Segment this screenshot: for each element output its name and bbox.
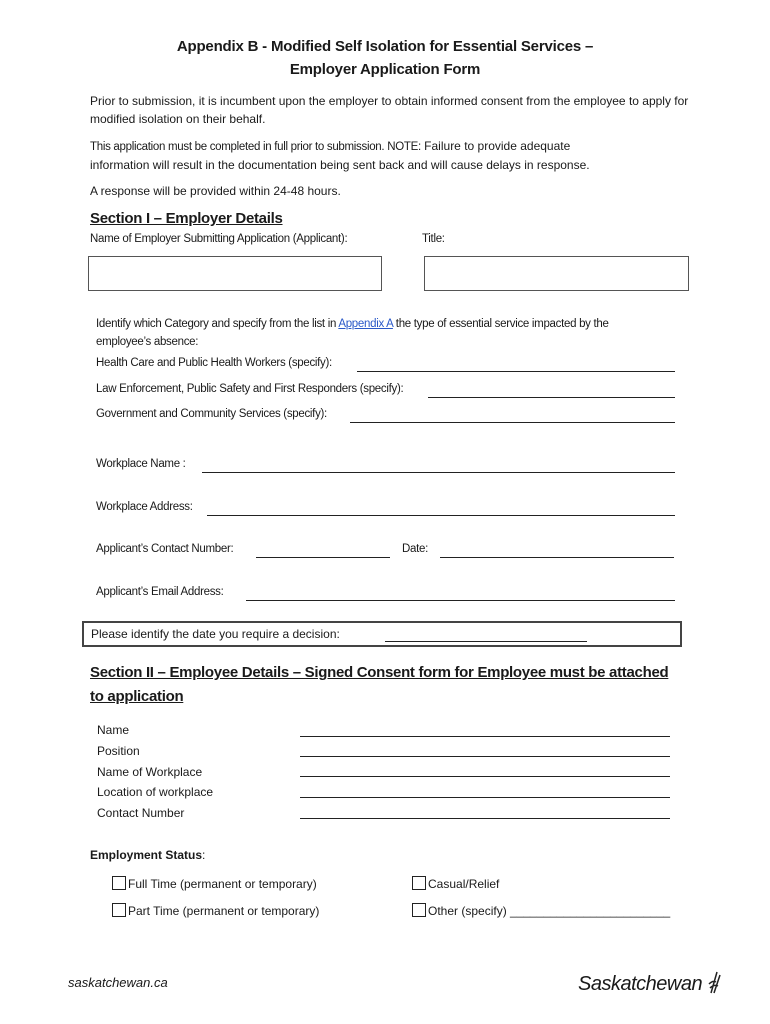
option-part-time[interactable] (112, 903, 319, 918)
intro-note-text (90, 137, 710, 175)
employer-name-field[interactable] (88, 256, 382, 291)
intro-consent-text: Prior to submission, it is incumbent upon the employer to obtain informed consent from the employee to apply for modified isolation on their behalf. (90, 94, 689, 126)
option-casual[interactable] (412, 876, 499, 891)
employee-contact-number-label: Contact Number (97, 806, 185, 821)
full-time-label: Full Time (permanent or temporary) (128, 877, 317, 891)
employee-name-label: Name (97, 723, 130, 737)
section1-heading: Section I – Employer Details (90, 210, 283, 227)
section2-heading (90, 661, 690, 709)
employee-contact-number-field[interactable] (300, 818, 670, 819)
employment-status-text: Employment Status (90, 848, 203, 862)
other-label: Other (specify) ________________________ (428, 904, 671, 918)
workplace-address-label: Workplace Address: (96, 501, 193, 513)
casual-checkbox[interactable] (412, 876, 426, 890)
employee-workplace-location-field[interactable] (300, 797, 670, 798)
saskatchewan-logo (578, 970, 723, 996)
other-checkbox[interactable] (412, 903, 426, 917)
category-law-field[interactable] (428, 397, 675, 398)
intro-note-part1: This application must be completed in full prior to submission. NOTE: (90, 141, 421, 153)
full-time-checkbox[interactable] (112, 876, 126, 890)
employee-workplace-name-field[interactable] (300, 776, 670, 777)
decision-date-label: Please identify the date you require a decision: (91, 627, 340, 641)
employee-name-field[interactable] (300, 736, 670, 737)
title-label: Title: (422, 233, 445, 245)
employee-field-labels (97, 720, 213, 824)
intro-note-part2: Failure to provide adequate (420, 139, 571, 153)
part-time-label: Part Time (permanent or temporary) (128, 904, 320, 918)
section2-heading-line2: to application (90, 688, 184, 705)
section2-heading-line1: Section II – Employee Details – Signed Consent form for Employee must be attached (90, 664, 669, 681)
category-instructions (96, 315, 609, 351)
employer-name-label: Name of Employer Submitting Application (Applicant): (90, 233, 348, 245)
workplace-name-field[interactable] (202, 472, 675, 473)
employment-status-colon: : (202, 848, 206, 862)
employment-status-label (90, 848, 205, 862)
appendix-a-link[interactable]: Appendix A (338, 318, 393, 330)
option-other[interactable] (412, 903, 670, 918)
category-law-label: Law Enforcement, Public Safety and First Responders (specify): (96, 383, 404, 395)
decision-date-field[interactable] (385, 641, 587, 642)
category-government-field[interactable] (350, 422, 675, 423)
employee-position-label: Position (97, 743, 140, 758)
category-health-field[interactable] (357, 371, 675, 372)
date-field[interactable] (440, 557, 674, 558)
email-field[interactable] (246, 600, 675, 601)
category-instructions-part3: employee’s absence: (96, 336, 199, 348)
category-government-label: Government and Community Services (specify): (96, 408, 327, 420)
category-instructions-part1: Identify which Category and specify from the list in (96, 318, 339, 330)
employee-workplace-name-label: Name of Workplace (97, 764, 203, 779)
email-label: Applicant’s Email Address: (96, 586, 224, 598)
casual-label: Casual/Relief (428, 877, 500, 891)
employee-position-field[interactable] (300, 756, 670, 757)
intro-note-part3: information will result in the documentation being sent back and will cause delays in response. (90, 158, 590, 172)
logo-wordmark: Saskatchewan (578, 973, 703, 995)
option-full-time[interactable] (112, 876, 317, 891)
contact-number-label: Applicant’s Contact Number: (96, 543, 234, 555)
workplace-name-label: Workplace Name : (96, 458, 186, 470)
part-time-checkbox[interactable] (112, 903, 126, 917)
employee-workplace-location-label: Location of workplace (97, 785, 214, 800)
category-instructions-part2: the type of essential service impacted by the (392, 318, 609, 330)
intro-response-text: A response will be provided within 24-48 hours. (90, 184, 341, 198)
footer-website: saskatchewan.ca (68, 975, 168, 990)
contact-number-field[interactable] (256, 557, 390, 558)
form-title-line1: Appendix B - Modified Self Isolation for Essential Services – (176, 38, 594, 55)
wheat-sheaf-icon (707, 970, 723, 994)
workplace-address-field[interactable] (207, 515, 675, 516)
form-title-line2: Employer Application Form (289, 61, 481, 78)
date-label: Date: (402, 543, 428, 555)
category-health-label: Health Care and Public Health Workers (specify): (96, 357, 332, 369)
title-field[interactable] (424, 256, 689, 291)
